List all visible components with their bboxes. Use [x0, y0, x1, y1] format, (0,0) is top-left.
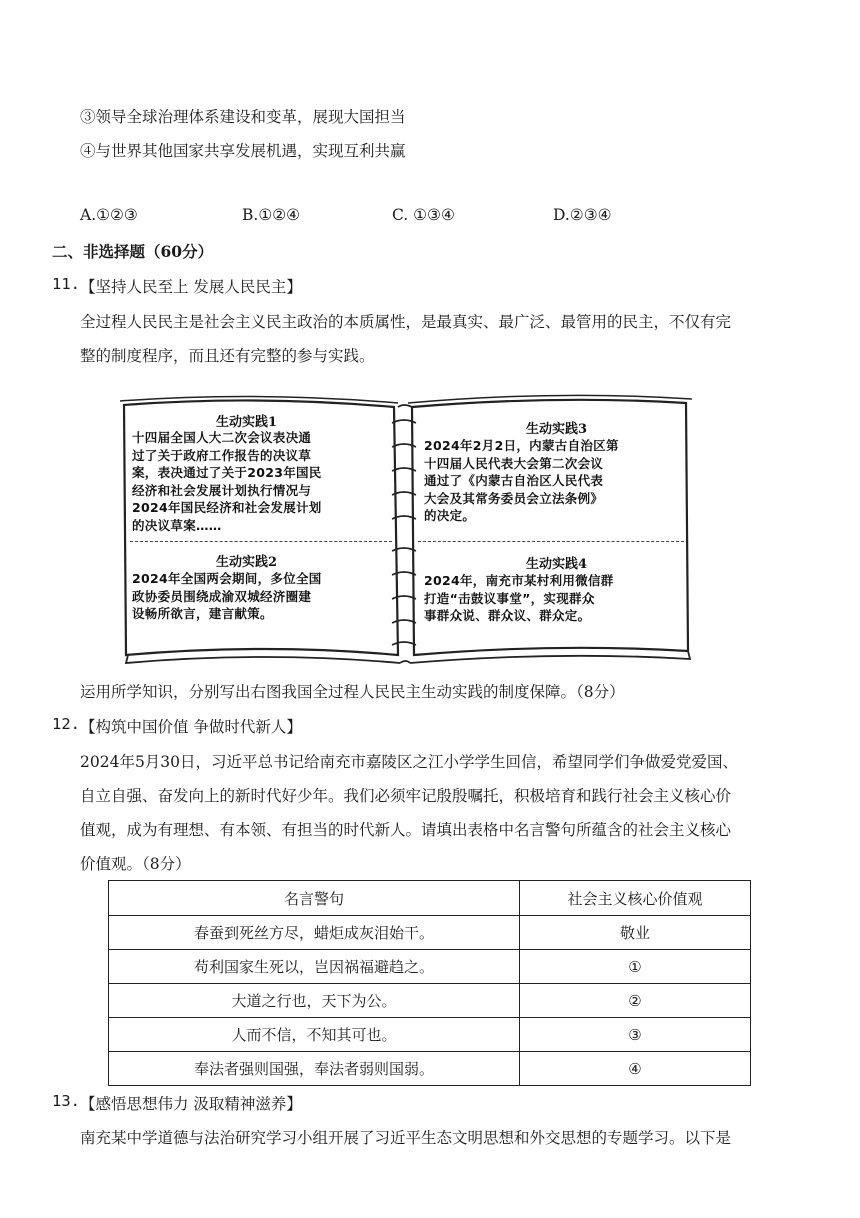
- practice-1-text: 十四届全国人大二次会议表决通 过了关于政府工作报告的决议草 案，表决通过了关于2023年国民 经济和社会发展计划执行情况与 2024年国民经济和社会发展计划 的决议草案……: [132, 430, 322, 533]
- table-cell-quote: 奉法者强则国强，奉法者弱则国弱。: [109, 1052, 520, 1086]
- q13-line-1: 南充某中学道德与法治研究学习小组开展了习近平生态文明思想和外交思想的专题学习。以下是: [80, 1129, 732, 1147]
- q12-line-1: 2024年5月30日，习近平总书记给南充市嘉陵区之江小学学生回信，希望同学们争做爱党爱国、: [80, 753, 739, 771]
- practice-3-title: 生动实践3: [526, 422, 588, 437]
- book-figure: [116, 393, 696, 668]
- q12-number: 12.: [52, 715, 80, 733]
- table-row: [109, 950, 751, 984]
- option-a: A.①②③: [80, 206, 138, 224]
- q11-question: 运用所学知识，分别写出右图我国全过程人民民主生动实践的制度保障。（8分）: [80, 683, 625, 701]
- option-b: B.①②④: [242, 206, 301, 224]
- q12-line-3: 值观，成为有理想、有本领、有担当的时代新人。请填出表格中名言警句所蕴含的社会主义核心: [80, 821, 732, 839]
- table-header-value: 社会主义核心价值观: [520, 881, 751, 916]
- option-d: D.②③④: [553, 206, 612, 224]
- choice-item-2: ③领导全球治理体系建设和变革，展现大国担当: [80, 108, 406, 126]
- page-divider-right: [418, 541, 684, 542]
- table-row: [109, 916, 751, 950]
- table-cell-value: ①: [520, 950, 751, 984]
- q11-intro-2: 整的制度程序，而且还有完整的参与实践。: [80, 347, 375, 365]
- table-header-quote: 名言警句: [109, 881, 520, 916]
- q12-line-2: 自立自强、奋发向上的新时代好少年。我们必须牢记殷殷嘱托，积极培育和践行社会主义核心价: [80, 787, 732, 805]
- q11-number: 11.: [52, 275, 80, 293]
- practice-3-text: 2024年2月2日，内蒙古自治区第 十四届人民代表大会第二次会议 通过了《内蒙古自治区人民代表 大会及其常务委员会立法条例》 的决定。: [424, 438, 619, 523]
- section-title: 二、非选择题（60分）: [52, 242, 214, 261]
- q12-title: 【构筑中国价值 争做时代新人】: [80, 718, 302, 736]
- values-table: [108, 880, 751, 1086]
- table-cell-value: ③: [520, 1018, 751, 1052]
- q12-line-4: 价值观。（8分）: [80, 855, 191, 873]
- table-cell-quote: 春蚕到死丝方尽，蜡炬成灰泪始干。: [109, 916, 520, 950]
- practice-4-title: 生动实践4: [526, 557, 588, 572]
- table-cell-quote: 大道之行也，天下为公。: [109, 984, 520, 1018]
- table-cell-quote: 人而不信，不知其可也。: [109, 1018, 520, 1052]
- practice-2-title: 生动实践2: [216, 555, 278, 570]
- table-cell-quote: 苟利国家生死以，岂因祸福避趋之。: [109, 950, 520, 984]
- page-divider-left: [130, 541, 392, 542]
- q13-number: 13.: [52, 1092, 80, 1110]
- table-header-row: [109, 881, 751, 916]
- table-row: [109, 1018, 751, 1052]
- table-cell-value: 敬业: [520, 916, 751, 950]
- practice-1-title: 生动实践1: [216, 415, 278, 430]
- q11-intro-1: 全过程人民民主是社会主义民主政治的本质属性，是最真实、最广泛、最管用的民主，不仅有完: [80, 313, 732, 331]
- table-cell-value: ④: [520, 1052, 751, 1086]
- option-c: C. ①③④: [392, 206, 455, 224]
- practice-2-text: 2024年全国两会期间，多位全国 政协委员围绕成渝双城经济圈建 设畅所欲言，建言献策。: [132, 571, 322, 621]
- q13-title: 【感悟思想伟力 汲取精神滋养】: [80, 1095, 302, 1113]
- table-cell-value: ②: [520, 984, 751, 1018]
- table-row: [109, 1052, 751, 1086]
- table-row: [109, 984, 751, 1018]
- practice-4-text: 2024年，南充市某村利用微信群 打造“击鼓议事堂”，实现群众 事群众说、群众议、群众定。: [424, 573, 614, 623]
- q11-title: 【坚持人民至上 发展人民民主】: [80, 278, 302, 296]
- choice-item-3: ④与世界其他国家共享发展机遇，实现互利共赢: [80, 142, 406, 160]
